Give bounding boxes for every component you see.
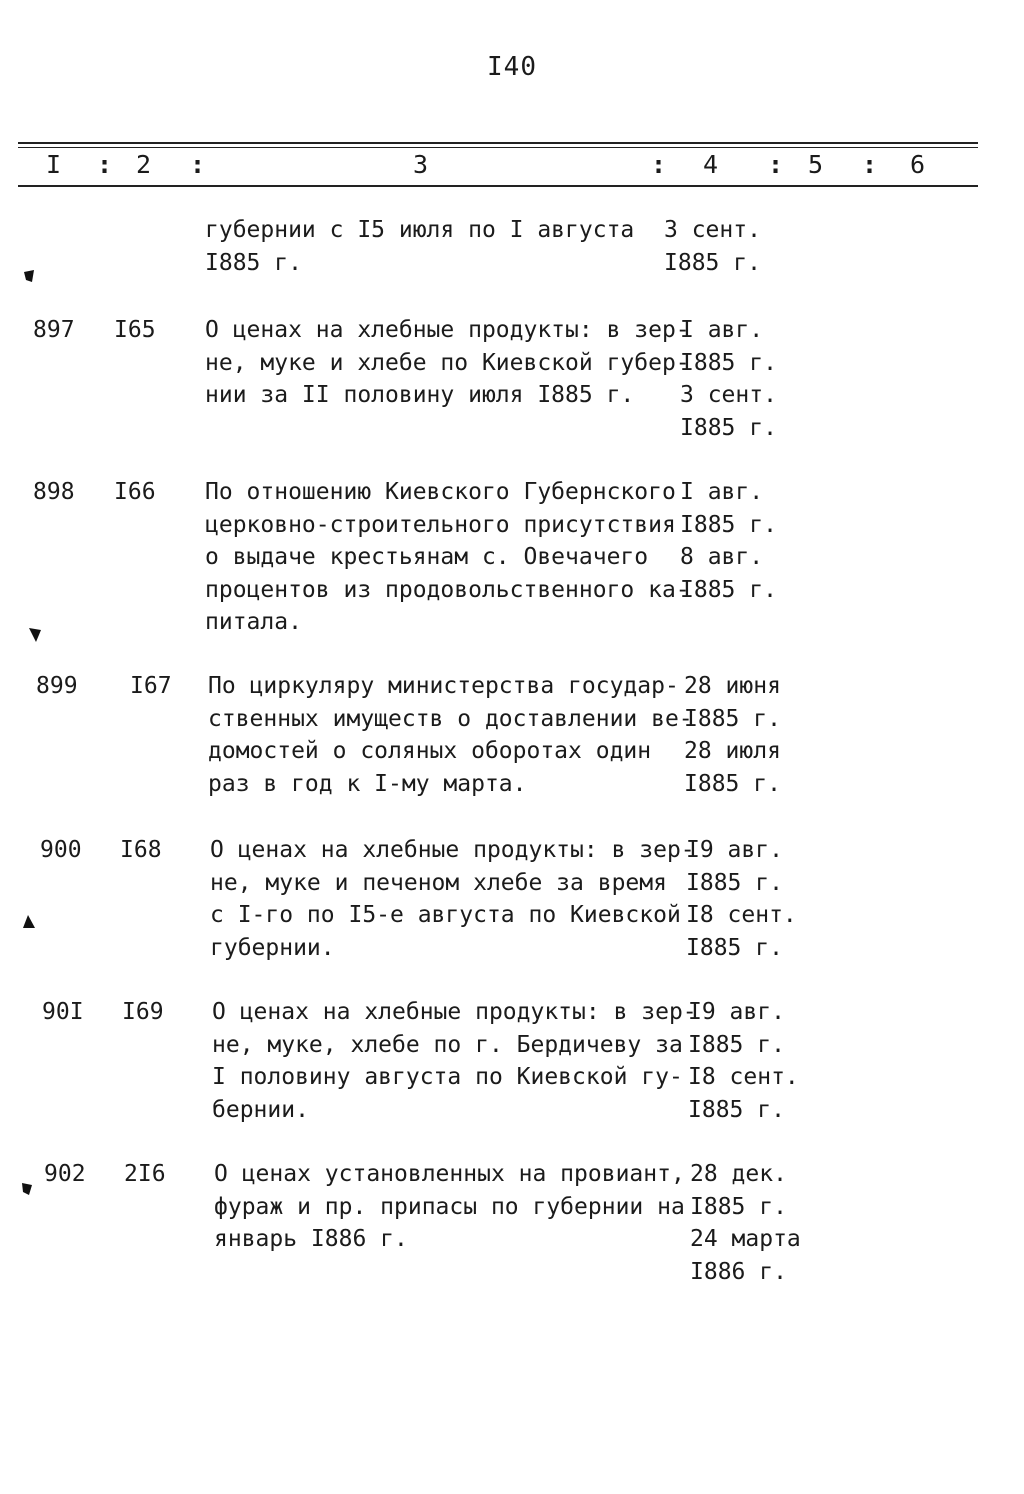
ink-mark-icon xyxy=(20,1180,34,1198)
entry-dates xyxy=(680,314,830,444)
column-separator: : xyxy=(862,150,878,179)
column-separator: : xyxy=(651,150,667,179)
description-line: домостей о соляных оборотах один xyxy=(208,738,652,764)
entry-dates xyxy=(684,670,834,800)
date-line: I885 г. xyxy=(690,1193,787,1220)
description-line: бернии. xyxy=(212,1096,309,1123)
description-line: О ценах установленных на провиант, xyxy=(214,1161,685,1187)
date-line: I авг. xyxy=(680,479,764,505)
date-line: I885 г. xyxy=(664,249,761,276)
date-line: 28 июля xyxy=(684,738,781,764)
column-separator: : xyxy=(97,150,113,179)
date-line: I8 сент. xyxy=(688,1064,799,1090)
ink-mark-icon xyxy=(28,626,42,644)
date-line: I885 г. xyxy=(688,1096,785,1123)
entry-number: 897 xyxy=(33,317,75,343)
date-line: I885 г. xyxy=(688,1031,785,1058)
entry-dates xyxy=(686,834,836,964)
column-header-4: 4 xyxy=(703,150,719,179)
entry-description xyxy=(210,834,695,964)
description-line: процентов из продовольственного ка- xyxy=(205,576,690,603)
ink-mark-icon xyxy=(22,268,36,286)
date-line: I9 авг. xyxy=(688,999,785,1025)
sheet-number: I65 xyxy=(114,317,156,343)
entry-description xyxy=(205,314,690,412)
entry-dates xyxy=(664,214,814,279)
date-line: I886 г. xyxy=(690,1258,787,1285)
entry-dates xyxy=(680,476,830,606)
description-line: губернии с I5 июля по I августа xyxy=(205,217,635,243)
date-line: 8 авг. xyxy=(680,544,764,570)
entry-description xyxy=(205,214,675,279)
description-line: раз в год к I-му марта. xyxy=(208,770,527,797)
sheet-number: I69 xyxy=(122,999,164,1025)
entry-number: 902 xyxy=(44,1161,86,1187)
date-line: I885 г. xyxy=(686,934,783,961)
description-line: О ценах на хлебные продукты: в зер- xyxy=(205,317,690,343)
date-line: I885 г. xyxy=(684,705,781,732)
header-top-rule-thin xyxy=(18,147,978,148)
entry-description xyxy=(208,670,693,800)
entry-number: 900 xyxy=(40,837,82,863)
header-top-rule xyxy=(18,142,978,144)
date-line: I885 г. xyxy=(680,576,777,603)
column-separator: : xyxy=(190,150,206,179)
date-line: I885 г. xyxy=(680,349,777,376)
description-line: губернии. xyxy=(210,934,335,961)
description-line: О ценах на хлебные продукты: в зер- xyxy=(210,837,695,863)
description-line: с I-го по I5-е августа по Киевской xyxy=(210,902,681,928)
description-line: питала. xyxy=(205,609,302,635)
header-bottom-rule xyxy=(18,185,978,187)
description-line: не, муке, хлебе по г. Бердичеву за xyxy=(212,1031,683,1058)
page-number: I40 xyxy=(487,52,537,82)
date-line: 24 марта xyxy=(690,1226,801,1252)
description-line: По отношению Киевского Губернского xyxy=(205,479,676,505)
entry-dates xyxy=(690,1158,840,1288)
date-line: I8 сент. xyxy=(686,902,797,928)
date-line: 28 дек. xyxy=(690,1161,787,1187)
description-line: о выдаче крестьянам с. Овечачего xyxy=(205,544,649,570)
date-line: I9 авг. xyxy=(686,837,783,863)
date-line: I авг. xyxy=(680,317,764,343)
description-line: По циркуляру министерства государ- xyxy=(208,673,679,699)
column-header-3: 3 xyxy=(413,150,429,179)
column-header-1: I xyxy=(46,150,62,179)
date-line: 28 июня xyxy=(684,673,781,699)
sheet-number: I67 xyxy=(130,673,172,699)
ink-mark-icon xyxy=(22,914,36,932)
sheet-number: 2I6 xyxy=(124,1161,166,1187)
description-line: церковно-строительного присутствия xyxy=(205,511,676,538)
entry-description xyxy=(205,476,690,639)
description-line: ственных имуществ о доставлении ве- xyxy=(208,705,693,732)
entry-description xyxy=(212,996,697,1126)
sheet-number: I66 xyxy=(114,479,156,505)
date-line: I885 г. xyxy=(680,414,777,441)
description-line: нии за II половину июля I885 г. xyxy=(205,382,635,408)
date-line: 3 сент. xyxy=(664,217,761,243)
date-line: I885 г. xyxy=(680,511,777,538)
description-line: фураж и пр. припасы по губернии на xyxy=(214,1193,685,1220)
entry-number: 90I xyxy=(42,999,84,1025)
entry-number: 899 xyxy=(36,673,78,699)
date-line: I885 г. xyxy=(684,770,781,797)
date-line: I885 г. xyxy=(686,869,783,896)
entry-description xyxy=(214,1158,684,1256)
description-line: январь I886 г. xyxy=(214,1226,408,1252)
entry-number: 898 xyxy=(33,479,75,505)
description-line: не, муке и печеном хлебе за время xyxy=(210,869,667,896)
description-line: I885 г. xyxy=(205,249,302,276)
column-header-6: 6 xyxy=(910,150,926,179)
column-header-2: 2 xyxy=(136,150,152,179)
column-header-5: 5 xyxy=(808,150,824,179)
column-separator: : xyxy=(768,150,784,179)
entry-dates xyxy=(688,996,838,1126)
date-line: 3 сент. xyxy=(680,382,777,408)
description-line: О ценах на хлебные продукты: в зер- xyxy=(212,999,697,1025)
sheet-number: I68 xyxy=(120,837,162,863)
description-line: I половину августа по Киевской гу- xyxy=(212,1064,683,1090)
description-line: не, муке и хлебе по Киевской губер- xyxy=(205,349,690,376)
